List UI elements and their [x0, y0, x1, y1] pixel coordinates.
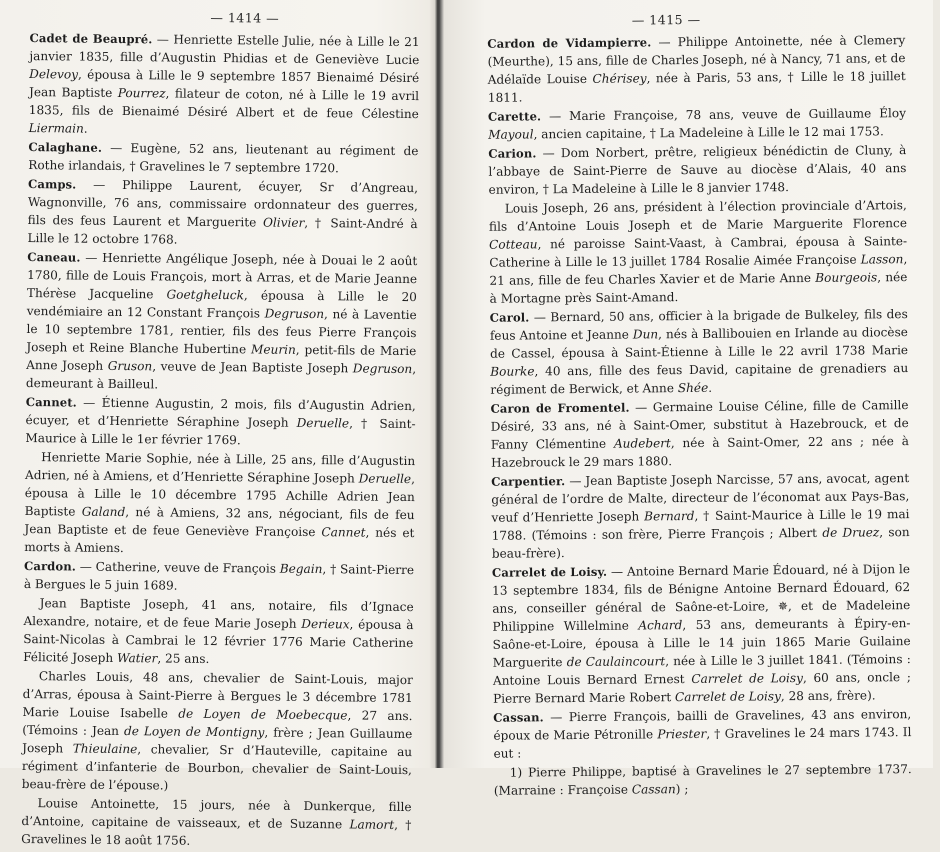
entry-paragraph [488, 141, 906, 199]
entry-text: , † Gravelines le 24 mars 1743. Il eut : [493, 725, 912, 761]
italic-name: de Caulaincourt [566, 654, 666, 670]
entry-surname-heading: Cardon. [23, 559, 76, 574]
entry-paragraph [26, 248, 417, 396]
italic-name: Deruelle [358, 471, 412, 487]
entry-text: , nés et morts à Amiens. [24, 525, 415, 556]
entry-text: , 53 ans, demeurants à Épiry-en-Saône-et-Loire, épousa à Lille le 14 juin 1865 Marie Guilaine Marguerite [492, 616, 911, 670]
italic-name: Lamort [349, 817, 395, 832]
italic-name: Pourrez [117, 85, 166, 101]
entry-text: , née à Mortagne près Saint-Amand. [489, 270, 908, 306]
entry-text: Louise Antoinette, 15 jours, née à Dunkerque, fille d’Antoine, capitaine de vaisseaux, et de Suzanne [21, 796, 412, 832]
entry-text: , 25 ans. [157, 651, 210, 666]
entry-text: , né à Laventie le 10 septembre 1781, rentier, fils des feus Pierre François Joseph et Reine Blanche Hubertine [26, 307, 417, 357]
page-number-left: — 1414 — [210, 9, 280, 26]
sub-entry-paragraph [22, 667, 413, 797]
italic-name: Bourgeois [815, 270, 878, 285]
entry-text: , épousa à Lille le 9 septembre 1857 Bienaimé Désiré Jean Baptiste [28, 67, 420, 100]
entry-text: — Marie Françoise, 78 ans, veuve de Guillaume Éloy [541, 106, 907, 124]
entry-text: , épousa à Lille le 20 vendémiaire an 12 Constant François [26, 288, 417, 321]
entry-text: ) ; [675, 782, 689, 797]
sub-entry-paragraph [21, 794, 412, 852]
entry-text: — Germaine Louise Céline, fille de Camille Désiré, 33 ans, né à Saint-Omer, substitut à Hazebrouck, et de Fanny Clémentine [490, 398, 909, 452]
entry-text: — Dom Norbert, prêtre, religieux bénédictin de Cluny, à l’abbaye de Saint-Pierre de Sauve au diocèse d’Alais, 40 ans environ, † La Madeleine à Lille le 8 janvier 1748. [488, 143, 907, 197]
entry-text: , nés à Ballibouien en Irlande au diocèse de Cassel, épousa à Saint-Étienne à Lille le 22 avril 1738 Marie [490, 325, 909, 361]
italic-name: Degruson [264, 306, 325, 322]
italic-name: Cannet [321, 525, 366, 540]
entry-text: , 27 ans. (Témoins : Jean [22, 708, 413, 739]
entry-text: , né paroisse Saint-Vaast, à Cambrai, épousa à Sainte-Catherine à Lille le 13 juillet 1784 Rosalie Aimée Françoise [489, 234, 908, 270]
entry-text: , épousa à Saint-Nicolas à Cambrai le 12 février 1776 Marie Catherine Félicité Joseph [23, 617, 414, 665]
entry-surname-heading: Cardon de Vidampierre. [487, 35, 652, 51]
italic-name: Bernard [644, 508, 695, 524]
entry-text: — Eugène, 52 ans, lieutenant au régiment de Rothe irlandais, † Gravelines le 7 septembre 1720. [28, 140, 419, 176]
italic-name: Cotteau [489, 237, 538, 252]
entry-surname-heading: Carpentier. [491, 474, 566, 489]
entry-text: , née à Saint-Omer, 22 ans ; née à Hazebrouck le 29 mars 1880. [490, 434, 909, 470]
entry-surname-heading: Carol. [489, 310, 530, 325]
entry-text: , petit-fils de Marie Anne Joseph [26, 342, 417, 373]
entry-text: , né à Amiens, 32 ans, négociant, fils de feu Jean Baptiste et de feue Geneviève Françoise [24, 505, 415, 540]
italic-name: Galand [81, 504, 126, 520]
italic-name: Thieulaine [72, 741, 138, 757]
entry-text: , 60 ans, oncle ; Pierre Bernard Marie Robert [493, 670, 911, 706]
entry-text: . [708, 380, 713, 395]
entry-text: — Jean Baptiste Joseph Narcisse, 57 ans, avocat, agent général de l’ordre de Malte, directeur de l’économat aux Pays-Bas, veuf d’Henriette Joseph [491, 471, 910, 525]
italic-name: Deruelle [296, 415, 350, 431]
entry-text: , 40 ans, fille des feus David, capitaine de grenadiers au régiment de Berwick, et Anne [490, 361, 909, 397]
entry-text: — Pierre François, bailli de Gravelines, 43 ans environ, époux de Marie Pétronille [493, 707, 912, 743]
page-number-right: — 1415 — [631, 11, 701, 28]
italic-name: Liermain [28, 121, 84, 136]
entry-surname-heading: Camps. [27, 177, 77, 192]
sub-entry-paragraph [23, 594, 414, 670]
entry-text: — Henriette Angélique Joseph, née à Douai le 2 août 1780, fille de Louis François, mort à Arras, et de Marie Jeanne Thérèse Jacqueline [26, 250, 418, 302]
entry-paragraph [492, 560, 911, 708]
entry-paragraph [488, 104, 906, 144]
entry-text: Henriette Marie Sophie, née à Lille, 25 ans, fille d’Augustin Adrien, né à Amiens, et d’Henriette Séraphine Joseph [24, 450, 416, 486]
entry-surname-heading: Caneau. [27, 250, 81, 265]
italic-name: Priester [657, 726, 707, 742]
entry-paragraph [490, 396, 909, 472]
entry-surname-heading: Carette. [487, 109, 542, 124]
italic-name: Lasson [860, 252, 904, 267]
entry-text: , son beau-frère). [491, 525, 910, 561]
entry-text: — Philippe Antoinette, née à Clemery (Meurthe), 15 ans, fille de Charles Joseph, né à Nancy, 71 ans, et de Adélaïde Louise [487, 33, 906, 87]
entry-surname-heading: Caron de Fromentel. [490, 400, 630, 416]
entry-surname-heading: Cannet. [25, 395, 77, 410]
entry-text: Jean Baptiste Joseph, 41 ans, notaire, fils d’Ignace Alexandre, notaire, et de feue Marie Joseph [23, 596, 414, 631]
entry-text: , filateur de coton, né à Lille le 19 avril 1835, fils de Bienaimé Désiré Albert et de feue Célestine [28, 86, 420, 122]
sub-entry-paragraph [24, 448, 415, 560]
italic-name: Degruson [352, 361, 413, 377]
entry-surname-heading: Carrelet de Loisy. [491, 564, 608, 580]
entry-paragraph [493, 705, 911, 763]
entry-text: — Henriette Estelle Julie, née à Lille le 21 janvier 1835, fille d’Augustin Phidias et de Geneviève Lucie [29, 32, 420, 68]
entry-paragraph [490, 305, 909, 399]
entry-surname-heading: Cassan. [493, 710, 544, 725]
entry-paragraph [24, 557, 414, 597]
entry-paragraph [487, 31, 906, 107]
italic-name: Mayoul [488, 127, 534, 142]
entry-paragraph [25, 393, 416, 451]
right-page [447, 0, 940, 798]
italic-name: Achard [638, 618, 683, 633]
entry-text: , née à Paris, 53 ans, † Lille le 18 juillet 1811. [487, 69, 906, 105]
italic-name: Audebert [613, 436, 671, 451]
italic-name: Meurin [250, 342, 296, 357]
entry-paragraph [29, 29, 420, 141]
entry-text: , † Saint-Maurice à Lille le 1er février 1769. [25, 416, 416, 448]
italic-name: Begain [279, 561, 323, 577]
entry-text: , ancien capitaine, † La Madeleine à Lille le 12 mai 1753. [533, 124, 884, 142]
entry-text: , † Saint-Pierre à Bergues le 5 juin 1689. [23, 562, 415, 593]
entry-surname-heading: Carion. [488, 146, 537, 161]
italic-name: Derieux [301, 616, 350, 632]
italic-name: de Druez [822, 525, 880, 540]
left-page [0, 0, 436, 848]
entry-surname-heading: Cadet de Beaupré. [29, 31, 153, 47]
entry-text: , chevalier, Sr d’Hauteville, capitaine au régiment d’infanterie de Bourbon, chevalier de Saint-Louis, beau-frère de l’épouse.) [21, 742, 413, 793]
italic-name: Gruson [107, 358, 153, 374]
right-page-entries [487, 31, 912, 800]
entry-paragraph [27, 175, 418, 251]
italic-name: de Loyen de Montigny [123, 724, 265, 740]
italic-name: Olivier [262, 215, 305, 230]
italic-name: Chérisey [592, 71, 647, 86]
entry-text: — Antoine Bernard Marie Édouard, né à Dijon le 13 septembre 1834, fils de Bénigne Antoine Bernard Édouard, 62 ans, conseiller général de Saône-et-Loire, ✵, et de Madeleine Philippine Willelmine [492, 562, 911, 634]
sub-entry-paragraph [489, 196, 908, 308]
entry-text: Louis Joseph, 26 ans, président à l’élection provinciale d’Artois, fils d’Antoine Louis Joseph et de Marie Marguerite Florence [488, 198, 908, 234]
entry-text: , née à Lille le 3 juillet 1841. (Témoins : Antoine Louis Bernard Ernest [492, 652, 911, 688]
entry-text: — Étienne Augustin, 2 mois, fils d’Augustin Adrien, écuyer, et d’Henriette Séraphine Joseph [25, 395, 416, 430]
italic-name: Delevoy [29, 67, 79, 82]
italic-name: Watier [117, 650, 158, 666]
italic-name: Carrelet de Loisy [674, 689, 781, 705]
entry-text: 1) Pierre Philippe, baptisé à Gravelines le 27 septembre 1737. (Marraine : Françoise [493, 762, 912, 798]
entry-text: — Catherine, veuve de François [75, 559, 280, 576]
entry-paragraph [28, 138, 418, 178]
italic-name: Cassan [631, 782, 676, 797]
entry-text: , † Saint-André à Lille le 12 octobre 1768. [27, 215, 418, 247]
left-page-entries [21, 29, 420, 852]
entry-text: , † Saint-Maurice à Lille le 19 mai 1788. (Témoins : son frère, Pierre François ; Albert [491, 507, 910, 543]
entry-text: . [83, 121, 88, 136]
entry-surname-heading: Calaghane. [28, 140, 103, 155]
italic-name: Shée [677, 380, 709, 396]
entry-text: , † Gravelines le 18 août 1756. [21, 817, 412, 848]
entry-text: , veuve de Jean Baptiste Joseph [152, 359, 353, 376]
entry-text: Charles Louis, 48 ans, chevalier de Saint-Louis, major d’Arras, épousa à Saint-Pierre à Bergues le 3 décembre 1781 Marie Louise Isabelle [22, 669, 413, 721]
italic-name: Dun [632, 327, 659, 342]
entry-text: , demeurant à Bailleul. [25, 362, 417, 392]
sub-entry-paragraph [494, 760, 912, 800]
italic-name: Goetgheluck [166, 287, 245, 303]
entry-text: , 28 ans, frère). [780, 688, 876, 704]
italic-name: Bourke [490, 364, 535, 379]
entry-text: — Bernard, 50 ans, officier à la brigade de Bulkeley, fils des feus Antoine et Jeanne [489, 307, 908, 343]
entry-text: , 21 ans, fille de feu Charles Xavier et de Marie Anne [489, 252, 908, 288]
italic-name: de Loyen de Moebecque [178, 706, 348, 723]
entry-text: , frère ; Jean Guillaume Joseph [22, 725, 413, 756]
entry-paragraph [491, 469, 910, 563]
entry-text: — Philippe Laurent, écuyer, Sr d’Angreau, Wagnonville, 76 ans, commissaire ordonnateur des guerres, fils des feus Laurent et Marguerite [27, 177, 419, 230]
italic-name: Carrelet de Loisy [691, 671, 803, 687]
entry-text: , épousa à Lille le 10 décembre 1795 Achille Adrien Jean Baptiste [24, 472, 416, 519]
